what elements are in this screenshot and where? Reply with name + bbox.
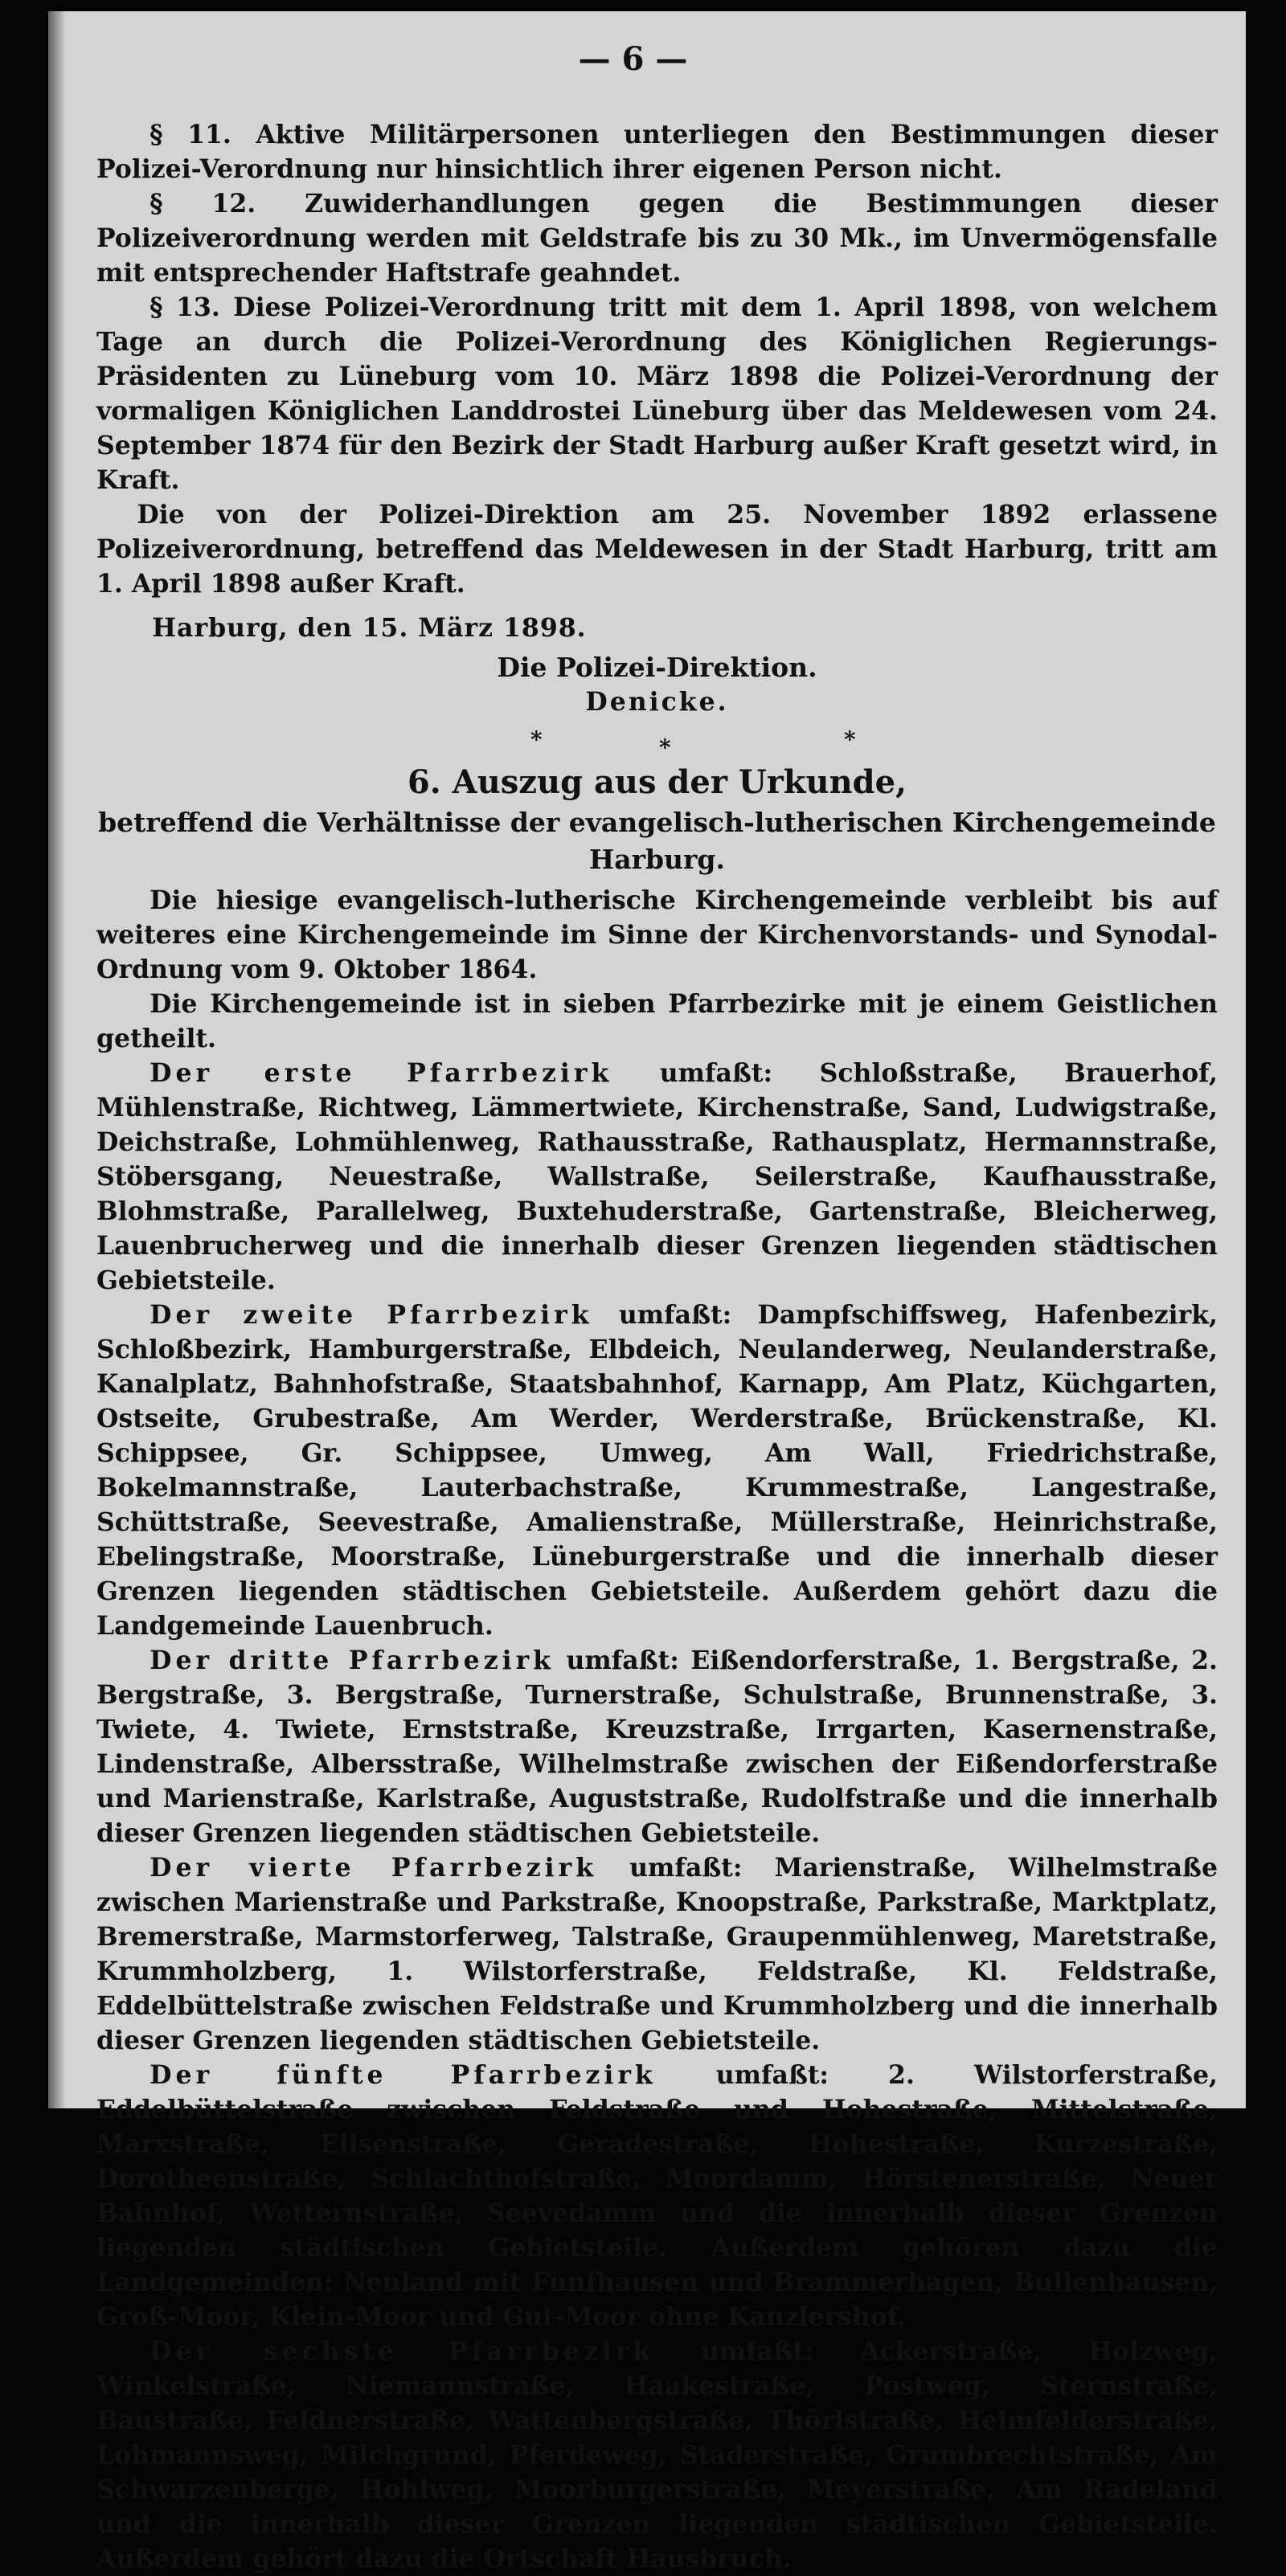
page-edge-shadow bbox=[48, 11, 66, 2108]
section-title: 6. Auszug aus der Urkunde, bbox=[407, 763, 907, 801]
district-text: umfaßt: Ackerstraße, Holzweg, Winkelstraße, Niemannstraße, Haakestraße, Postweg, Sternstraße, Baustraße, Feldnerstraße, Wattenbergstraße, Thörlstraße, Heimfelderstraße, Lohmannsweg, Milchgrund, Pferdeweg, Staderstraße, Grumbrechtstraße, Am Schwarzenberge, Hohlweg, Moorburgerstraße, Meyerstraße, Am Radeland und die innerhalb dieser Grenzen liegenden städtischen Gebietsteile. Außerdem gehört dazu die Ortschaft Hausbruch. bbox=[96, 2337, 1218, 2574]
section-division: Die Kirchengemeinde ist in sieben Pfarrbezirke mit je einem Geistlichen getheilt. bbox=[96, 989, 1218, 1053]
paragraph-repeal: Die von der Polizei-Direktion am 25. November 1892 erlassene Polizeiverordnung, betreffend das Meldewesen in der Stadt Harburg, tritt am 1. April 1898 außer Kraft. bbox=[96, 500, 1218, 599]
district-lead: Der erste Pfarrbezirk bbox=[149, 1058, 613, 1088]
signature-name: Denicke. bbox=[585, 687, 729, 717]
district-text: umfaßt: Schloßstraße, Brauerhof, Mühlenstraße, Richtweg, Lämmertwiete, Kirchenstraße, Sand, Ludwigstraße, Deichstraße, Lohmühlenweg, Rathausstraße, Rathausplatz, Hermannstraße, Stöbersgang, Neuestraße, Wallstraße, Seilerstraße, Kaufhausstraße, Blohmstraße, Parallelweg, Buxtehuderstraße, Gartenstraße, Bleicherweg, Lauenbrucherweg und die innerhalb dieser Grenzen liegenden städtischen Gebietsteile. bbox=[96, 1058, 1218, 1295]
district-paragraph bbox=[96, 1643, 1218, 1850]
district-paragraph bbox=[96, 1850, 1218, 2058]
page-number: — 6 — bbox=[578, 40, 688, 78]
document-page bbox=[48, 11, 1246, 2574]
district-paragraph bbox=[96, 2058, 1218, 2334]
district-lead: Der sechste Pfarrbezirk bbox=[149, 2337, 655, 2366]
district-paragraph bbox=[96, 1298, 1218, 1643]
district-paragraph bbox=[96, 1056, 1218, 1298]
district-lead: Der vierte Pfarrbezirk bbox=[149, 1853, 598, 1883]
district-text: umfaßt: Dampfschiffsweg, Hafenbezirk, Schloßbezirk, Hamburgerstraße, Elbdeich, Neulanderweg, Neulanderstraße, Kanalplatz, Bahnhofstraße, Staatsbahnhof, Karnapp, Am Platz, Küchgarten, Ostseite, Grubestraße, Am Werder, Werderstraße, Brückenstraße, Kl. Schippsee, Gr. Schippsee, Umweg, Am Wall, Friedrichstraße, Bokelmannstraße, Lauterbachstraße, Krummestraße, Langestraße, Schüttstraße, Seevestraße, Amalienstraße, Müllerstraße, Heinrichstraße, Ebelingstraße, Moorstraße, Lüneburgerstraße und die innerhalb dieser Grenzen liegenden städtischen Gebietsteile. Außerdem gehört dazu die Landgemeinde Lauenbruch. bbox=[96, 1300, 1218, 1641]
separator-star: * bbox=[530, 726, 543, 753]
signature-authority: Die Polizei-Direktion. bbox=[497, 652, 817, 683]
separator-star: * bbox=[659, 734, 671, 761]
page-text bbox=[96, 40, 1218, 2576]
signature-place-date: Harburg, den 15. März 1898. bbox=[152, 613, 587, 643]
district-text: umfaßt: 2. Wilstorferstraße, Eddelbüttelstraße zwischen Feldstraße und Hohestraße, Mittelstraße, Marxstraße, Elisenstraße, Geradestraße, Hohestraße, Kurzestraße, Dorotheenstraße, Schlachthofstraße, Moordamm, Hörstenerstraße, Neuer Bahnhof, Wetternstraße, Seevedamm und die innerhalb dieser Grenzen liegenden städtischen Gebietsteile. Außerdem gehören dazu die Landgemeinden: Neuland mit Fünfhausen und Brammerhagen, Bullenhausen, Groß-Moor, Klein-Moor und Gut-Moor ohne Kanzlershof. bbox=[96, 2060, 1218, 2332]
district-text: umfaßt: Marienstraße, Wilhelmstraße zwischen Marienstraße und Parkstraße, Knoopstraße, Parkstraße, Marktplatz, Bremerstraße, Marmstorferweg, Talstraße, Graupenmühlenweg, Maretstraße, Krummholzberg, 1. Wilstorferstraße, Feldstraße, Kl. Feldstraße, Eddelbüttelstraße zwischen Feldstraße und Krummholzberg und die innerhalb dieser Grenzen liegenden städtischen Gebietsteile. bbox=[96, 1853, 1218, 2055]
district-paragraph bbox=[96, 2334, 1218, 2576]
district-text: umfaßt: Eißendorferstraße, 1. Bergstraße, 2. Bergstraße, 3. Bergstraße, Turnerstraße, Schulstraße, Brunnenstraße, 3. Twiete, 4. Twiete, Ernststraße, Kreuzstraße, Irrgarten, Kasernenstraße, Lindenstraße, Albersstraße, Wilhelmstraße zwischen der Eißendorferstraße und Marienstraße, Karlstraße, Auguststraße, Rudolfstraße und die innerhalb dieser Grenzen liegenden städtischen Gebietsteile. bbox=[96, 1646, 1218, 1848]
paragraph-section-11: § 11. Aktive Militärpersonen unterliegen den Bestimmungen dieser Polizei-Verordnung nur hinsichtlich ihrer eigenen Person nicht. bbox=[96, 120, 1218, 184]
paragraph-section-13: § 13. Diese Polizei-Verordnung tritt mit dem 1. April 1898, von welchem Tage an durch die Polizei-Verordnung des Königlichen Regierungs-Präsidenten zu Lüneburg vom 10. März 1898 die Polizei-Verordnung der vormaligen Königlichen Landdrostei Lüneburg über das Meldewesen vom 24. September 1874 für den Bezirk der Stadt Harburg außer Kraft gesetzt wird, in Kraft. bbox=[96, 292, 1218, 495]
section-subtitle: betreffend die Verhältnisse der evangelisch-lutherischen Kirchengemeinde Harburg. bbox=[98, 807, 1216, 875]
separator-star: * bbox=[844, 726, 856, 753]
district-lead: Der fünfte Pfarrbezirk bbox=[149, 2060, 657, 2090]
district-lead: Der dritte Pfarrbezirk bbox=[149, 1646, 555, 1675]
section-intro: Die hiesige evangelisch-lutherische Kirchengemeinde verbleibt bis auf weiteres eine Kirchengemeinde im Sinne der Kirchenvorstands- und Synodal-Ordnung vom 9. Oktober 1864. bbox=[96, 885, 1218, 984]
district-lead: Der zweite Pfarrbezirk bbox=[149, 1300, 593, 1330]
separator-stars bbox=[96, 719, 1218, 761]
paragraph-section-12: § 12. Zuwiderhandlungen gegen die Bestimmungen dieser Polizeiverordnung werden mit Geldstrafe bis zu 30 Mk., im Unvermögensfalle mit entsprechender Haftstrafe geahndet. bbox=[96, 189, 1218, 288]
